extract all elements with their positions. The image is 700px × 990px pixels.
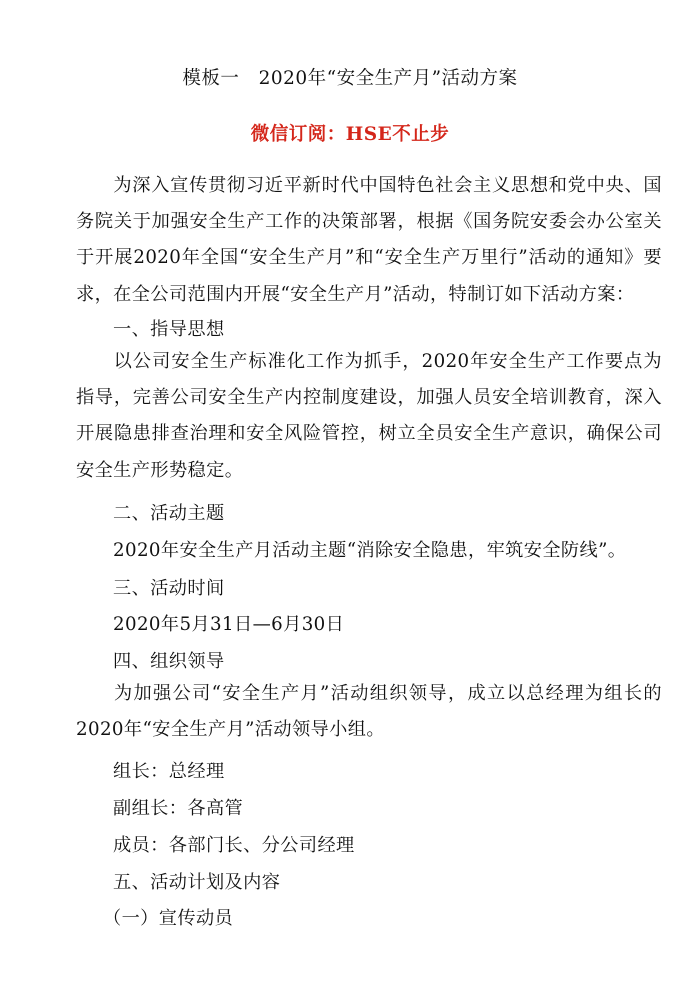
deputy-leader-line: 副组长：各高管 [113, 798, 244, 819]
leader-line: 组长：总经理 [113, 761, 225, 782]
section1-heading: 一、指导思想 [113, 319, 225, 340]
section2-text: 2020年安全生产月活动主题“消除安全隐患，牢筑安全防线”。 [113, 540, 627, 561]
intro-paragraph [76, 168, 662, 313]
document-subtitle: 微信订阅：HSE不止步 [250, 124, 450, 145]
intro-text: 为深入宣传贯彻习近平新时代中国特色社会主义思想和党中央、国务院关于加强安全生产工作的决策部署，根据《国务院安委会办公室关于开展2020年全国“安全生产月”和“安全生产万里行”活动的通知》要求，在全公司范围内开展“安全生产月”活动，特制订如下活动方案： [76, 175, 662, 305]
section3-heading: 三、活动时间 [113, 578, 225, 599]
members-line: 成员：各部门长、分公司经理 [113, 835, 355, 856]
section1-text: 以公司安全生产标准化工作为抓手，2020年安全生产工作要点为指导，完善公司安全生产内控制度建设，加强人员安全培训教育，深入开展隐患排查治理和安全风险管控，树立全员安全生产意识，确保公司安全生产形势稳定。 [76, 351, 662, 481]
section4-paragraph [76, 676, 662, 748]
document-title: 模板一 2020年“安全生产月”活动方案 [182, 68, 518, 89]
section4-heading: 四、组织领导 [113, 651, 225, 672]
section3-text: 2020年5月31日—6月30日 [113, 614, 345, 635]
section1-paragraph [76, 344, 662, 489]
section4-text: 为加强公司“安全生产月”活动组织领导，成立以总经理为组长的2020年“安全生产月”活动领导小组。 [76, 683, 662, 741]
subsection1-heading: （一）宣传动员 [103, 908, 234, 929]
section2-heading: 二、活动主题 [113, 503, 225, 524]
section5-heading: 五、活动计划及内容 [113, 872, 281, 893]
